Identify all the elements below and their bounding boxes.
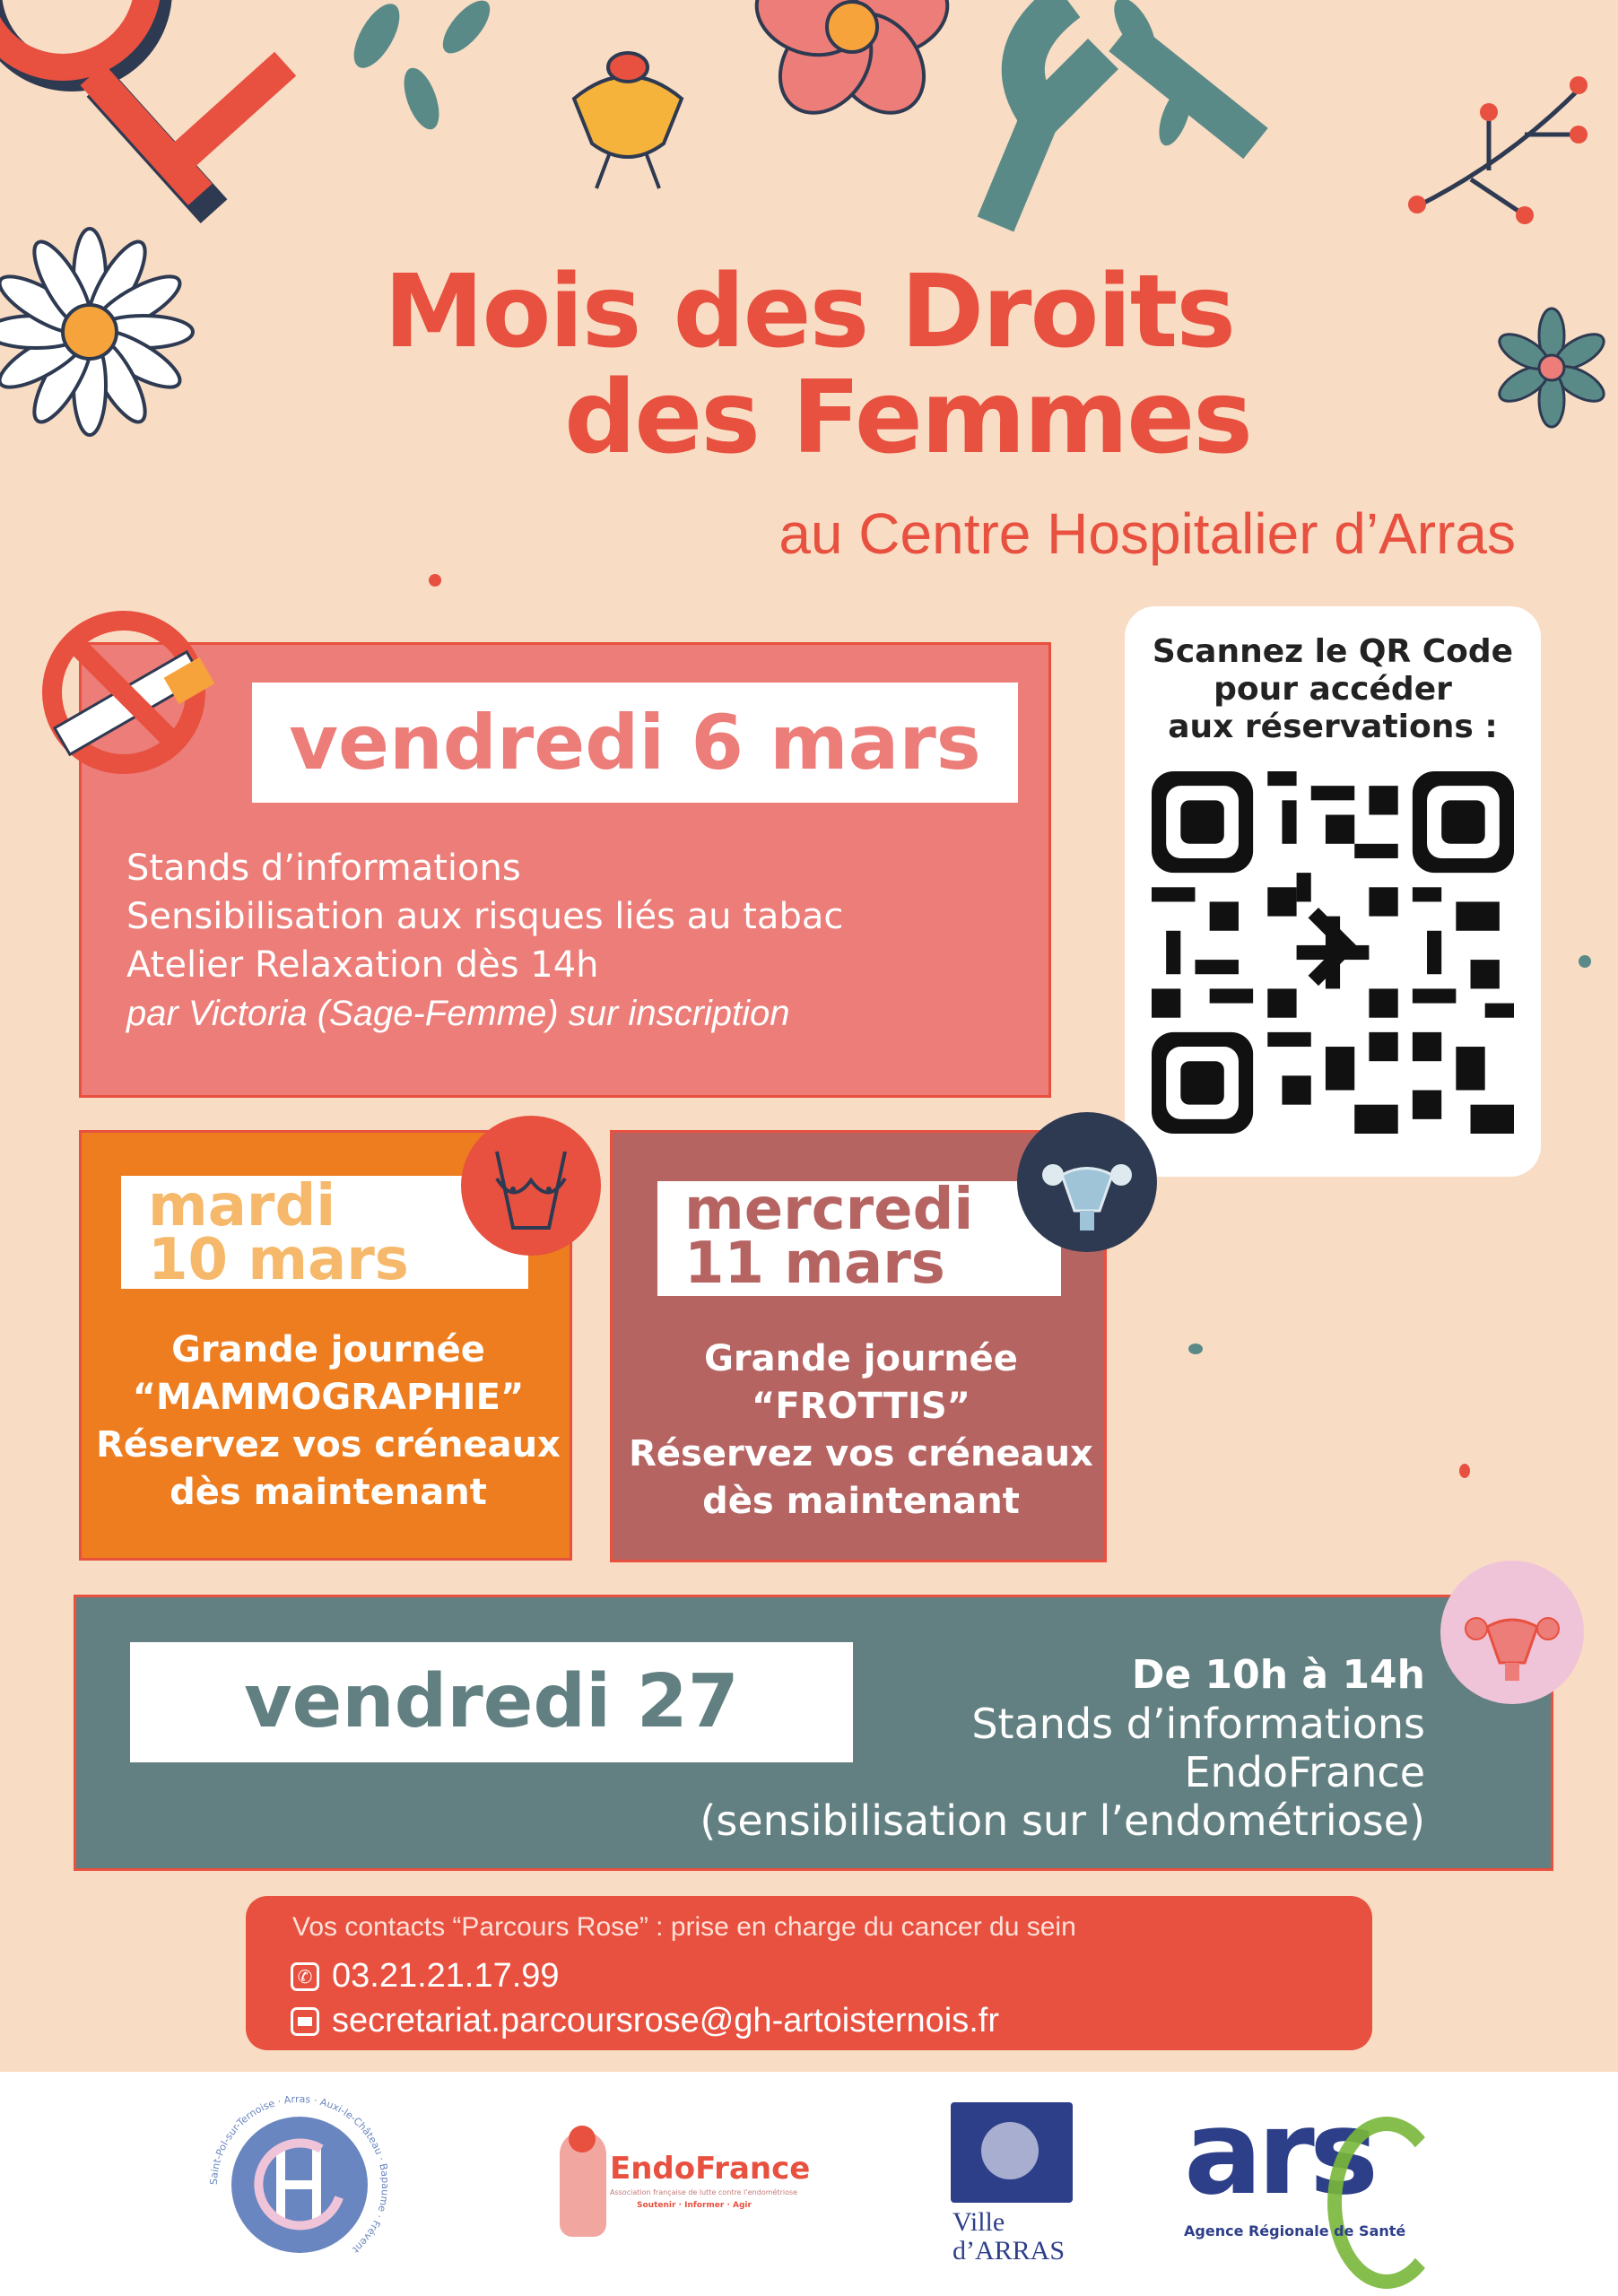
ars-mark: ars xyxy=(1184,2084,1374,2221)
decor-dot xyxy=(429,574,441,587)
uterus-icon xyxy=(1440,1561,1584,1704)
contact-email[interactable]: secretariat.parcoursrose@gh-artoisternois.fr xyxy=(332,2002,999,2039)
bell-flower-icon xyxy=(574,53,682,188)
event4-line: (sensibilisation sur l’endométriose) xyxy=(700,1796,1425,1845)
event3-line: “FROTTIS” xyxy=(752,1386,970,1427)
qr-caption-line: Scannez le QR Code xyxy=(1152,633,1514,670)
qr-caption-line: aux réservations : xyxy=(1168,709,1498,745)
endofrance-tagline1: Association française de lutte contre l’endométriose xyxy=(610,2188,798,2196)
arras-line2: d’ARRAS xyxy=(953,2236,1066,2266)
branch-icon xyxy=(1417,90,1579,215)
gh-ring-text: Saint-Pol-sur-Ternoise · Arras · Auxi-le-Château · Bapaume · Frévent xyxy=(207,2092,392,2256)
event2-line: dès maintenant xyxy=(170,1472,487,1513)
title-line-1: Mois des Droits xyxy=(384,254,1234,370)
contact-phone[interactable]: 03.21.21.17.99 xyxy=(332,1957,560,1995)
event3-line: Grande journée xyxy=(704,1338,1018,1379)
event2-line: Réservez vos créneaux xyxy=(96,1424,561,1465)
arras-logo xyxy=(945,2102,1080,2291)
event2-line: “MAMMOGRAPHIE” xyxy=(132,1377,525,1418)
decor-dot xyxy=(1188,1344,1203,1354)
email-icon xyxy=(291,2007,319,2036)
event4-line: EndoFrance xyxy=(1184,1748,1425,1796)
event3-date-line2: 11 mars xyxy=(684,1231,945,1297)
event4-hours: De 10h à 14h xyxy=(1131,1652,1425,1698)
event3-line: dès maintenant xyxy=(702,1481,1020,1522)
event1-note: par Victoria (Sage-Femme) sur inscription xyxy=(126,994,790,1033)
subtitle: au Centre Hospitalier d’Arras xyxy=(779,501,1516,566)
pink-flower-icon xyxy=(745,0,958,130)
event1-line: Stands d’informations xyxy=(126,848,521,889)
event4-line: Stands d’informations xyxy=(971,1700,1425,1748)
event2-date-line1: mardi xyxy=(148,1173,336,1239)
endofrance-logo xyxy=(551,2131,820,2257)
breast-icon xyxy=(461,1116,601,1256)
ars-logo xyxy=(1184,2084,1453,2278)
contacts-panel xyxy=(246,1896,1372,2050)
no-smoking-icon xyxy=(16,603,240,782)
venus-symbol-icon xyxy=(0,0,296,223)
qr-caption-line: pour accéder xyxy=(1214,671,1452,708)
decor-dot xyxy=(1459,1464,1470,1478)
decor-dot xyxy=(1579,955,1591,968)
event4-card xyxy=(74,1595,1553,1871)
title-line-2: des Femmes xyxy=(564,360,1251,476)
phone-icon: ✆ xyxy=(291,1962,319,1991)
event1-date: vendredi 6 mars xyxy=(252,683,1018,803)
event3-line: Réservez vos créneaux xyxy=(629,1433,1093,1474)
arras-line1: Ville xyxy=(953,2207,1005,2237)
footer-logos xyxy=(0,2072,1618,2296)
endofrance-name: EndoFrance xyxy=(610,2151,811,2187)
event1-line: Atelier Relaxation dès 14h xyxy=(126,944,599,986)
endofrance-tagline2: Soutenir · Informer · Agir xyxy=(637,2201,752,2210)
ars-name: Agence Régionale de Santé xyxy=(1184,2222,1406,2239)
qr-code[interactable] xyxy=(1152,771,1514,1134)
uterus-icon xyxy=(1017,1112,1157,1252)
event1-line: Sensibilisation aux risques liés au tabac xyxy=(126,896,844,937)
awareness-ribbon-icon xyxy=(996,0,1256,224)
contacts-heading: Vos contacts “Parcours Rose” : prise en charge du cancer du sein xyxy=(292,1912,1076,1942)
event2-line: Grande journée xyxy=(171,1329,485,1370)
event4-date: vendredi 27 mars xyxy=(130,1642,853,1762)
gh-logo xyxy=(204,2090,395,2280)
event3-date-line1: mercredi xyxy=(684,1177,974,1243)
qr-card xyxy=(1125,606,1541,1177)
event2-date-line2: 10 mars xyxy=(148,1227,409,1293)
